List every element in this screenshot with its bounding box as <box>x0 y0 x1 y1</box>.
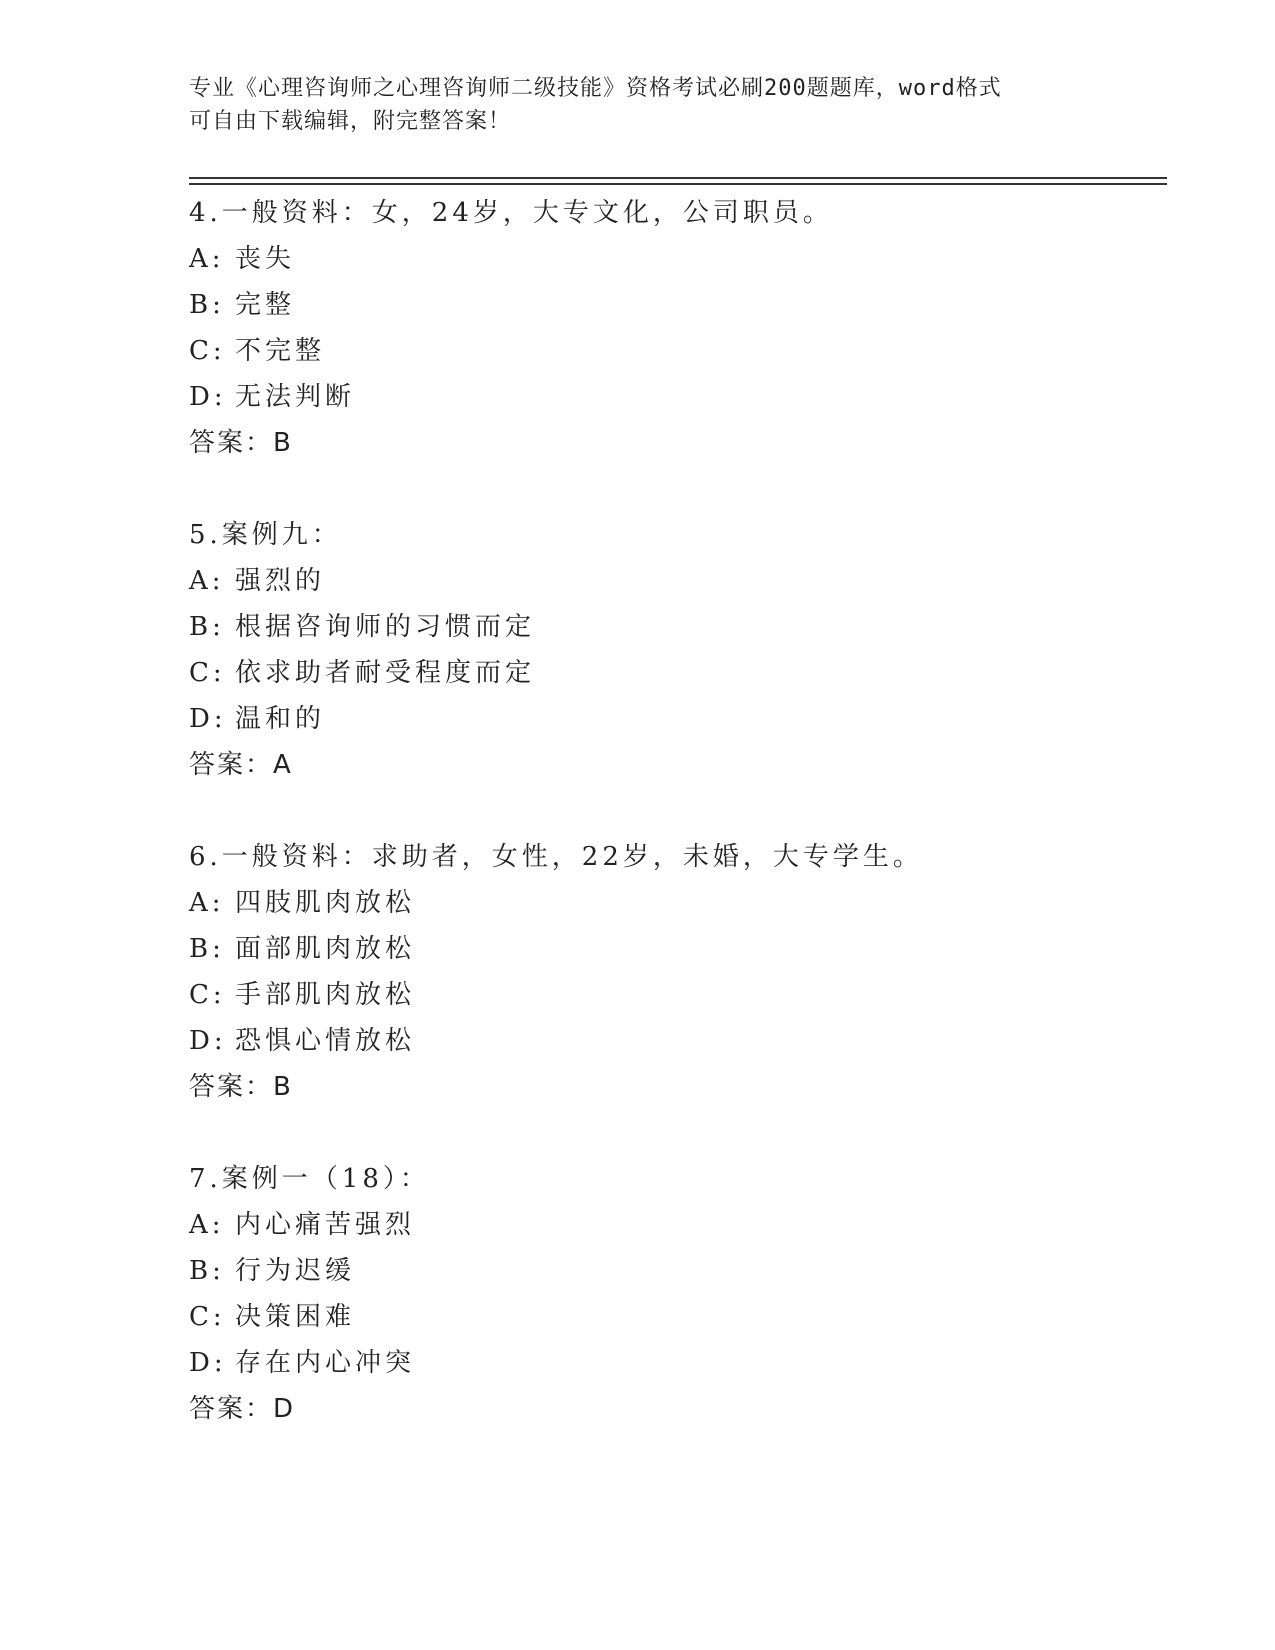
option-text: 恐惧心情放松 <box>235 1026 416 1056</box>
option-b <box>189 1248 1167 1294</box>
option-text: 内心痛苦强烈 <box>235 1210 416 1240</box>
option-text: 不完整 <box>235 336 326 366</box>
option-text: 完整 <box>235 290 296 320</box>
option-key: A: <box>189 1210 225 1240</box>
option-d <box>189 1340 1167 1386</box>
option-key: C: <box>189 658 226 688</box>
option-text: 依求助者耐受程度而定 <box>235 658 536 688</box>
option-c <box>189 972 1167 1018</box>
option-text: 手部肌肉放松 <box>235 980 416 1010</box>
option-key: A: <box>189 244 225 274</box>
answer-line: 答案：B <box>189 428 293 458</box>
option-key: B: <box>189 612 225 642</box>
option-d <box>189 1018 1167 1064</box>
option-c <box>189 328 1167 374</box>
option-a <box>189 880 1167 926</box>
option-key: C: <box>189 980 226 1010</box>
answer-line: 答案：A <box>189 750 293 780</box>
option-d <box>189 696 1167 742</box>
question-7 <box>189 1156 1167 1432</box>
answer-line: 答案：D <box>189 1394 296 1424</box>
option-key: C: <box>189 336 226 366</box>
option-key: D: <box>189 1348 227 1378</box>
option-key: D: <box>189 704 227 734</box>
option-text: 根据咨询师的习惯而定 <box>235 612 536 642</box>
header-divider-bottom <box>189 183 1167 185</box>
header-line-2: 可自由下载编辑，附完整答案！ <box>189 109 512 134</box>
option-a <box>189 236 1167 282</box>
option-text: 四肢肌肉放松 <box>235 888 416 918</box>
option-a <box>189 1202 1167 1248</box>
option-key: A: <box>189 888 225 918</box>
option-key: B: <box>189 290 225 320</box>
option-d <box>189 374 1167 420</box>
document-header <box>189 72 1089 138</box>
option-b <box>189 604 1167 650</box>
option-text: 无法判断 <box>235 382 356 412</box>
option-text: 温和的 <box>235 704 326 734</box>
option-b <box>189 926 1167 972</box>
question-spacer <box>189 788 1167 834</box>
question-stem: 7.案例一（18）： <box>189 1164 430 1194</box>
option-text: 丧失 <box>235 244 296 274</box>
option-key: A: <box>189 566 225 596</box>
option-text: 行为迟缓 <box>235 1256 356 1286</box>
header-divider-top <box>189 177 1167 179</box>
question-stem: 6.一般资料：求助者，女性，22岁，未婚，大专学生。 <box>189 842 923 872</box>
option-key: B: <box>189 1256 225 1286</box>
option-text: 强烈的 <box>235 566 326 596</box>
option-text: 存在内心冲突 <box>235 1348 416 1378</box>
option-key: D: <box>189 382 227 412</box>
option-key: C: <box>189 1302 226 1332</box>
question-4 <box>189 190 1167 466</box>
question-stem: 4.一般资料：女，24岁，大专文化，公司职员。 <box>189 198 833 228</box>
option-a <box>189 558 1167 604</box>
question-list <box>189 190 1167 1432</box>
option-text: 面部肌肉放松 <box>235 934 416 964</box>
question-spacer <box>189 466 1167 512</box>
option-text: 决策困难 <box>235 1302 356 1332</box>
header-line-1: 专业《心理咨询师之心理咨询师二级技能》资格考试必刷200题题库，word格式 <box>189 76 1002 101</box>
question-spacer <box>189 1110 1167 1156</box>
option-c <box>189 1294 1167 1340</box>
question-5 <box>189 512 1167 788</box>
option-c <box>189 650 1167 696</box>
option-key: D: <box>189 1026 227 1056</box>
answer-line: 答案：B <box>189 1072 293 1102</box>
question-stem: 5.案例九： <box>189 520 342 550</box>
option-key: B: <box>189 934 225 964</box>
option-b <box>189 282 1167 328</box>
question-6 <box>189 834 1167 1110</box>
